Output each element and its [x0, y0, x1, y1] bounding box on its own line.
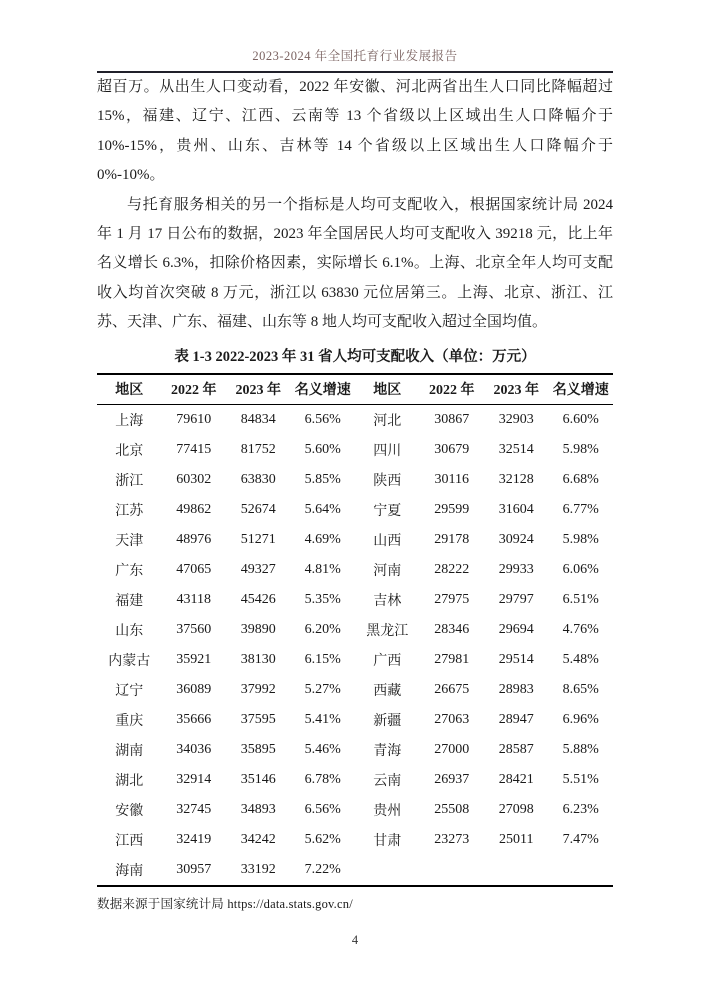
table-cell: 6.60% — [562, 411, 599, 427]
table-cell: 5.98% — [562, 531, 599, 547]
table-cell: 52674 — [240, 501, 276, 517]
table-cell: 贵州 — [373, 803, 402, 819]
table-cell: 福建 — [115, 593, 144, 609]
table-cell: 29514 — [498, 651, 534, 667]
body-text — [97, 73, 613, 338]
table-cell: 新疆 — [373, 713, 402, 729]
table-cell: 上海 — [115, 413, 144, 429]
table-body — [97, 404, 613, 886]
table-cell: 25011 — [499, 831, 534, 847]
table-cell: 7.22% — [304, 861, 341, 877]
table-cell: 4.76% — [562, 621, 599, 637]
table-cell: 5.48% — [562, 651, 599, 667]
table-cell: 5.46% — [304, 741, 341, 757]
table-cell: 6.96% — [562, 711, 599, 727]
table-cell: 6.56% — [304, 411, 341, 427]
table-cell: 河南 — [373, 563, 402, 579]
table-cell: 6.77% — [562, 501, 599, 517]
column-header: 地区 — [355, 374, 420, 405]
table-cell: 海南 — [115, 863, 144, 879]
table-cell: 30924 — [498, 531, 534, 547]
table-row — [97, 585, 613, 615]
table-row — [97, 645, 613, 675]
table-cell: 4.69% — [304, 531, 341, 547]
table-cell: 7.47% — [562, 831, 599, 847]
table-row — [97, 675, 613, 705]
table-cell: 27063 — [434, 711, 470, 727]
table-cell: 青海 — [373, 743, 402, 759]
table-cell: 广西 — [373, 653, 402, 669]
table-cell: 山东 — [115, 623, 144, 639]
table-cell: 27975 — [434, 591, 470, 607]
table-cell: 32128 — [498, 471, 534, 487]
table-cell: 45426 — [240, 591, 276, 607]
table-cell: 25508 — [434, 801, 470, 817]
table-cell: 5.62% — [304, 831, 341, 847]
table-cell: 36089 — [176, 681, 212, 697]
table-cell: 35895 — [240, 741, 276, 757]
table-cell: 23273 — [434, 831, 470, 847]
table-row — [97, 705, 613, 735]
table-cell: 山西 — [373, 533, 402, 549]
table-cell: 35921 — [176, 651, 212, 667]
table-cell: 81752 — [240, 441, 276, 457]
table-cell: 6.56% — [304, 801, 341, 817]
table-cell: 30957 — [176, 861, 212, 877]
table-cell: 广东 — [115, 563, 144, 579]
table-row — [97, 825, 613, 855]
table-row — [97, 495, 613, 525]
table-cell: 49327 — [240, 561, 276, 577]
table-cell: 43118 — [176, 591, 211, 607]
page-number: 4 — [351, 933, 359, 947]
table-cell: 5.27% — [304, 681, 341, 697]
table-cell: 四川 — [373, 443, 402, 459]
table-cell: 5.85% — [304, 471, 341, 487]
table-cell: 27000 — [434, 741, 470, 757]
column-header: 2023 年 — [484, 374, 549, 405]
column-header: 地区 — [97, 374, 162, 405]
table-cell: 天津 — [115, 533, 144, 549]
table-cell: 28421 — [498, 771, 534, 787]
column-header: 名义增速 — [291, 374, 356, 405]
table-cell: 6.15% — [304, 651, 341, 667]
table-cell: 33192 — [240, 861, 276, 877]
table-cell: 34036 — [176, 741, 212, 757]
table-cell: 6.06% — [562, 561, 599, 577]
table-cell: 湖南 — [115, 743, 144, 759]
table-cell: 5.64% — [304, 501, 341, 517]
table-cell: 4.81% — [304, 561, 341, 577]
table-cell: 江西 — [115, 833, 144, 849]
table-row — [97, 435, 613, 465]
table-cell: 云南 — [373, 773, 402, 789]
table-cell: 48976 — [176, 531, 212, 547]
table-cell: 安徽 — [115, 803, 144, 819]
column-header: 2022 年 — [420, 374, 485, 405]
table-cell: 77415 — [176, 441, 212, 457]
table-cell: 30867 — [434, 411, 470, 427]
table-cell: 5.88% — [562, 741, 599, 757]
table-cell: 河北 — [373, 413, 402, 429]
table-cell: 29694 — [498, 621, 534, 637]
table-cell: 37560 — [176, 621, 212, 637]
table-cell: 31604 — [498, 501, 534, 517]
table-cell: 吉林 — [373, 593, 402, 609]
table-cell: 32914 — [176, 771, 212, 787]
table-cell — [484, 855, 549, 886]
table-cell: 8.65% — [562, 681, 599, 697]
table-cell: 84834 — [240, 411, 276, 427]
table-cell: 79610 — [176, 411, 212, 427]
table-cell: 28587 — [498, 741, 534, 757]
table-cell: 北京 — [115, 443, 144, 459]
table-cell: 34893 — [240, 801, 276, 817]
table-cell: 47065 — [176, 561, 212, 577]
table-row — [97, 765, 613, 795]
data-source-note: 数据来源于国家统计局 https://data.stats.gov.cn/ — [97, 896, 353, 911]
table-cell: 28983 — [498, 681, 534, 697]
table-cell: 34242 — [240, 831, 276, 847]
table-cell: 32419 — [176, 831, 212, 847]
table-cell: 5.35% — [304, 591, 341, 607]
table-cell: 甘肃 — [373, 833, 402, 849]
table-row — [97, 735, 613, 765]
column-header: 2023 年 — [226, 374, 291, 405]
table-cell: 63830 — [240, 471, 276, 487]
table-row — [97, 855, 613, 886]
table-row — [97, 525, 613, 555]
table-row — [97, 404, 613, 435]
table-cell: 宁夏 — [373, 503, 402, 519]
table-cell: 5.51% — [562, 771, 599, 787]
table-cell: 60302 — [176, 471, 212, 487]
table-cell: 重庆 — [115, 713, 144, 729]
table-cell — [355, 855, 420, 886]
table-cell: 6.51% — [562, 591, 599, 607]
table-cell: 49862 — [176, 501, 212, 517]
table-cell: 51271 — [240, 531, 276, 547]
table-cell: 6.78% — [304, 771, 341, 787]
table-cell: 6.20% — [304, 621, 341, 637]
table-cell: 陕西 — [373, 473, 402, 489]
table-cell: 37595 — [240, 711, 276, 727]
table-cell: 37992 — [240, 681, 276, 697]
table-cell: 5.60% — [304, 441, 341, 457]
table-cell: 黑龙江 — [366, 623, 409, 639]
table-head — [97, 374, 613, 405]
paragraph-disposable-income: 与托育服务相关的另一个指标是人均可支配收入，根据国家统计局 2024 年 1 月 17 日公布的数据，2023 年全国居民人均可支配收入 39218 元，比上年名义增长 6.3%，扣除价格因素，实际增长 6.1%。上海、北京全年人均可支配收入均首次突破 8 万元，浙江以 63830 元位居第三。上海、北京、浙江、江苏、天津、广东、福建、山东等 8 地人均可支配收入超过全国均值。 — [97, 196, 613, 331]
table-cell: 38130 — [240, 651, 276, 667]
paragraph-birth-population: 超百万。从出生人口变动看，2022 年安徽、河北两省出生人口同比降幅超过 15%，福建、辽宁、江西、云南等 13 个省级以上区域出生人口降幅介于 10%-15%，贵州、山东、吉林等 14 个省级以上区域出生人口降幅介于 0%-10%。 — [97, 79, 613, 184]
table-cell: 35146 — [240, 771, 276, 787]
table-cell: 西藏 — [373, 683, 402, 699]
table-cell: 29933 — [498, 561, 534, 577]
column-header: 2022 年 — [162, 374, 227, 405]
table-cell: 6.23% — [562, 801, 599, 817]
table-cell: 内蒙古 — [108, 653, 151, 669]
table-cell: 30116 — [434, 471, 469, 487]
column-header: 名义增速 — [549, 374, 614, 405]
table-cell: 29178 — [434, 531, 470, 547]
table-cell: 江苏 — [115, 503, 144, 519]
table-row — [97, 465, 613, 495]
table-cell: 32745 — [176, 801, 212, 817]
table-cell: 32903 — [498, 411, 534, 427]
table-row — [97, 555, 613, 585]
table-cell: 辽宁 — [115, 683, 144, 699]
table-cell: 35666 — [176, 711, 212, 727]
running-header: 2023-2024 年全国托育行业发展报告 — [97, 46, 613, 73]
table-cell: 28222 — [434, 561, 470, 577]
table-cell: 浙江 — [115, 473, 144, 489]
table-cell: 27981 — [434, 651, 470, 667]
table-row — [97, 615, 613, 645]
table-cell: 5.98% — [562, 441, 599, 457]
table-cell: 39890 — [240, 621, 276, 637]
table-cell: 5.41% — [304, 711, 341, 727]
table-cell: 26937 — [434, 771, 470, 787]
table-row — [97, 795, 613, 825]
table-cell: 湖北 — [115, 773, 144, 789]
table-cell: 26675 — [434, 681, 470, 697]
income-table — [97, 373, 613, 887]
table-cell — [549, 855, 614, 886]
table-title: 表 1-3 2022-2023 年 31 省人均可支配收入（单位：万元） — [174, 348, 536, 365]
table-cell: 30679 — [434, 441, 470, 457]
table-cell: 32514 — [498, 441, 534, 457]
table-cell — [420, 855, 485, 886]
table-cell: 28346 — [434, 621, 470, 637]
table-cell: 6.68% — [562, 471, 599, 487]
table-cell: 27098 — [498, 801, 534, 817]
table-cell: 29797 — [498, 591, 534, 607]
table-cell: 29599 — [434, 501, 470, 517]
table-header-row — [97, 374, 613, 405]
table-cell: 28947 — [498, 711, 534, 727]
